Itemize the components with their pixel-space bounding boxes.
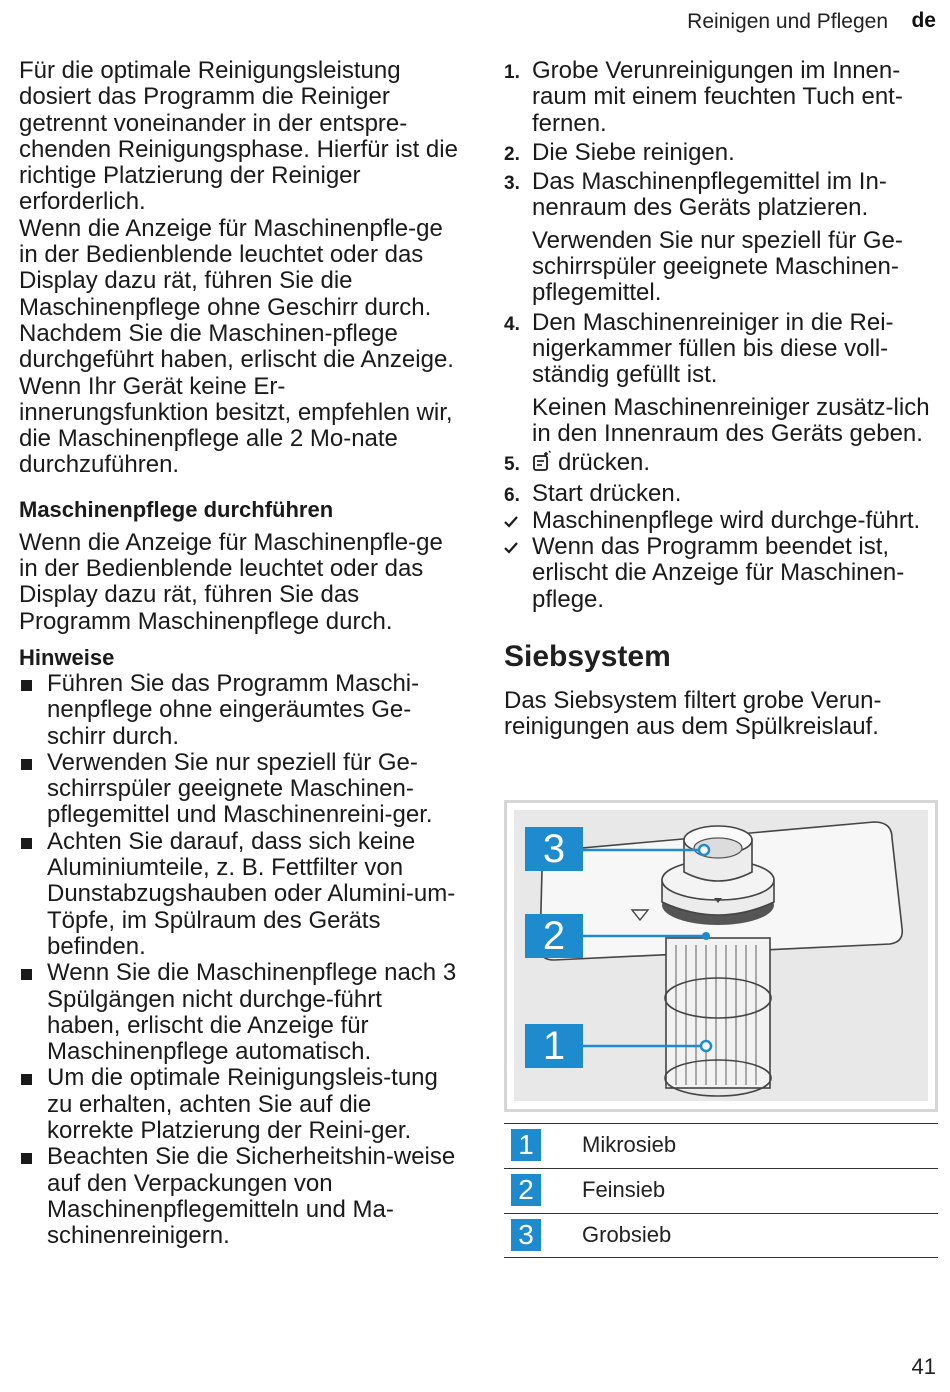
step-number: 2. xyxy=(504,143,520,165)
heading-siebsystem: Siebsystem xyxy=(504,639,671,673)
step-item xyxy=(504,310,940,447)
step-item xyxy=(504,58,940,137)
bullet-square-icon xyxy=(21,838,32,849)
legend-number: 1 xyxy=(511,1129,541,1161)
step-item xyxy=(504,450,940,478)
siebsystem-body: Das Siebsystem filtert grobe Verun-reinigungen aus dem Spülkreislauf. xyxy=(504,686,882,741)
note-item: Führen Sie das Programm Maschi-nenpflege ohne eingeräumtes Ge-schirr durch. xyxy=(19,671,459,750)
callout-1: 1 xyxy=(525,1024,583,1068)
right-column xyxy=(504,58,940,741)
callout-3: 3 xyxy=(525,827,583,871)
notes-list xyxy=(19,671,459,1250)
figure-background xyxy=(514,810,928,1101)
left-column xyxy=(19,58,459,1249)
legend-row xyxy=(504,1123,938,1168)
step-number: 5. xyxy=(504,454,520,476)
steps-list xyxy=(504,58,940,613)
step-note: Verwenden Sie nur speziell für Ge-schirrspüler geeignete Maschinen-pflegemittel. xyxy=(532,226,903,307)
intro-paragraph-1: Für die optimale Reinigungsleistung dosiert das Programm die Reiniger getrennt voneinander in der entspre-chenden Reinigungsphase. Hierfür ist die richtige Platzierung der Reiniger erforderlich. xyxy=(19,57,458,216)
note-item: Um die optimale Reinigungsleis-tung zu erhalten, achten Sie auf die korrekte Platzierung der Reini-ger. xyxy=(19,1065,459,1144)
step-number: 3. xyxy=(504,173,520,195)
step-text: Das Maschinenpflegemittel im In-nenraum des Geräts platzieren. xyxy=(532,168,887,222)
language-code: de xyxy=(911,9,936,32)
callout-2: 2 xyxy=(525,914,583,958)
note-item: Achten Sie darauf, dass sich keine Aluminiumteile, z. B. Fettfilter von Dunstabzugshauben oder Alumini-um-Töpfe, im Spülraum des Geräts befinden. xyxy=(19,829,459,960)
bullet-square-icon xyxy=(21,1074,32,1085)
filter-system-figure xyxy=(504,800,938,1112)
step-text: Grobe Verunreinigungen im Innen-raum mit einem feuchten Tuch ent-fernen. xyxy=(532,57,903,137)
legend-row xyxy=(504,1213,938,1258)
step-item xyxy=(504,169,940,306)
legend-label: Grobsieb xyxy=(582,1222,672,1247)
machine-care-button-icon xyxy=(532,450,552,478)
step-text: Den Maschinenreiniger in die Rei-nigerkammer füllen bis diese voll-ständig gefüllt ist. xyxy=(532,308,894,389)
step-text: drücken. xyxy=(582,480,682,508)
page-header xyxy=(0,8,950,38)
legend-number: 3 xyxy=(511,1219,541,1251)
bullet-square-icon xyxy=(21,969,32,980)
notes-heading: Hinweise xyxy=(19,644,115,670)
section-title: Reinigen und Pflegen xyxy=(687,10,888,33)
heading-maschinenpflege: Maschinenpflege durchführen xyxy=(19,496,334,522)
step-number: 1. xyxy=(504,62,520,83)
bullet-square-icon xyxy=(21,680,32,691)
step-note: Keinen Maschinenreiniger zusätz-lich in den Innenraum des Geräts geben. xyxy=(532,393,930,447)
intro-paragraph-2: Wenn die Anzeige für Maschinenpfle-ge in der Bedienblende leuchtet oder das Display dazu rät, führen Sie die Maschinenpflege ohne Geschirr durch. Nachdem Sie die Maschinen-pflege durchgeführt haben, erlischt die Anzeige. Wenn Ihr Gerät keine Er-innerungsfunktion besitzt, empfehlen wir, die Maschinenpflege alle 2 Mo-nate durchzuführen. xyxy=(19,214,454,479)
step-text: drücken. xyxy=(558,449,651,477)
step-item xyxy=(504,481,940,507)
legend-number: 2 xyxy=(511,1174,541,1206)
step-number: 4. xyxy=(504,313,520,335)
step-item xyxy=(504,140,940,166)
legend-label: Mikrosieb xyxy=(582,1132,677,1157)
result-item xyxy=(504,508,940,534)
note-item: Beachten Sie die Sicherheitshin-weise auf den Verpackungen von Maschinenpflegemitteln und Ma-schinenreinigern. xyxy=(19,1144,459,1249)
checkmark-icon xyxy=(504,534,518,567)
legend-label: Feinsieb xyxy=(582,1177,666,1202)
result-text: Maschinenpflege wird durchge-führt. xyxy=(532,506,921,534)
maschinenpflege-body: Wenn die Anzeige für Maschinenpfle-ge in der Bedienblende leuchtet oder das Display dazu rät, führen Sie das Programm Maschinenpflege durch. xyxy=(19,528,443,635)
bullet-square-icon xyxy=(21,1153,32,1164)
bullet-square-icon xyxy=(21,759,32,770)
note-item: Wenn Sie die Maschinenpflege nach 3 Spülgängen nicht durchge-führt haben, erlischt die Anzeige für Maschinenpflege automatisch. xyxy=(19,960,459,1065)
start-button-label: Start xyxy=(532,480,583,508)
legend-table xyxy=(504,1123,938,1258)
note-item: Verwenden Sie nur speziell für Ge-schirrspüler geeignete Maschinen-pflegemittel und Maschinenreini-ger. xyxy=(19,750,459,829)
step-text: Die Siebe reinigen. xyxy=(532,138,735,166)
result-item xyxy=(504,534,940,613)
step-number: 6. xyxy=(504,485,520,507)
result-text: Wenn das Programm beendet ist, erlischt die Anzeige für Maschinen-pflege. xyxy=(532,533,905,613)
legend-row xyxy=(504,1168,938,1213)
page-number: 41 xyxy=(911,1354,936,1379)
